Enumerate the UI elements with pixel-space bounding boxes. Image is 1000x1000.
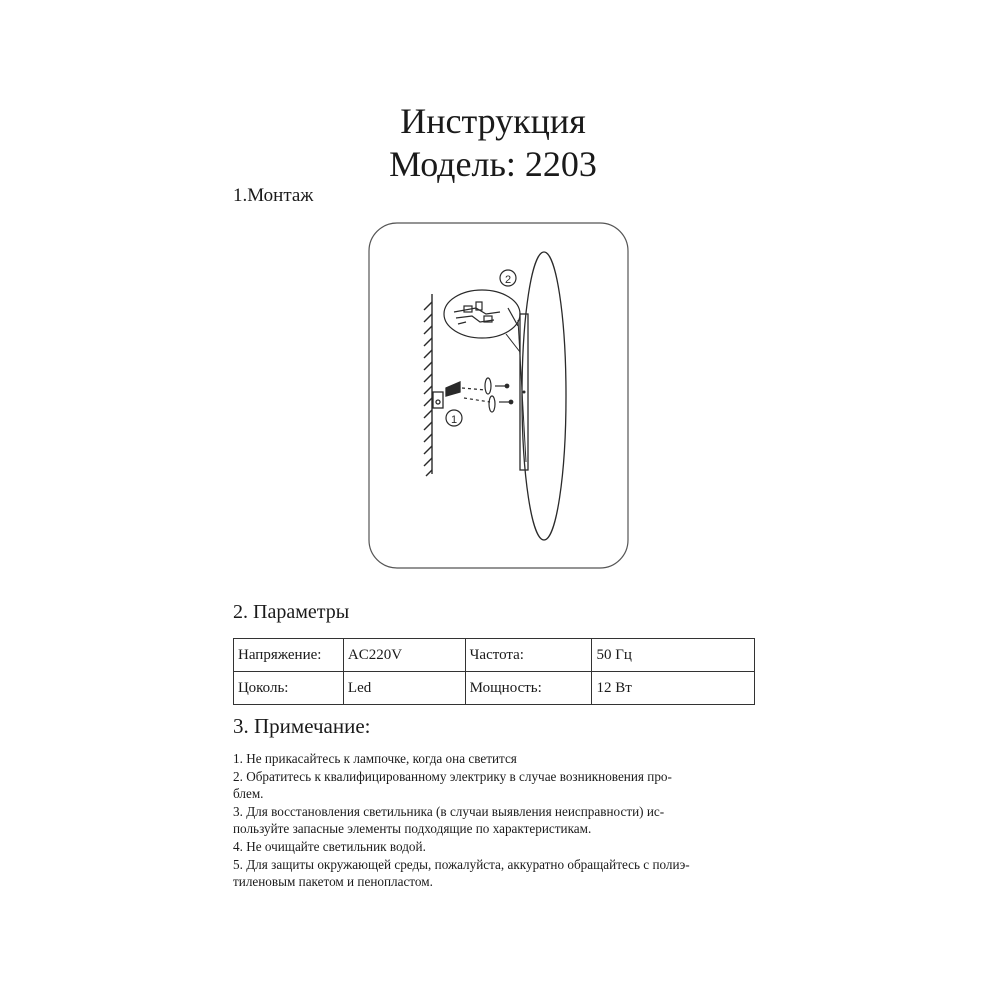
param-label: Мощность: xyxy=(465,672,592,705)
param-value: 50 Гц xyxy=(592,639,755,672)
model-title: Модель: 2203 xyxy=(389,144,597,184)
param-value: 12 Вт xyxy=(592,672,755,705)
diagram-frame xyxy=(369,223,628,568)
table-row xyxy=(234,639,755,672)
mounting-diagram xyxy=(368,222,630,570)
parameters-table xyxy=(233,638,755,705)
note-line: 5. Для защиты окружающей среды, пожалуйста, аккуратно обращайтесь с полиэ- xyxy=(233,856,690,872)
section-mounting-heading: 1.Монтаж xyxy=(233,185,314,206)
step-2-label: 2 xyxy=(504,274,512,286)
section-notes-heading: 3. Примечание: xyxy=(233,714,371,738)
section-parameters-heading: 2. Параметры xyxy=(233,601,350,623)
step-2-marker xyxy=(500,270,516,286)
step-1-label: 1 xyxy=(450,414,458,426)
detail-bubble xyxy=(444,290,526,462)
note-line: тиленовым пакетом и пенопластом. xyxy=(233,874,433,890)
param-label: Напряжение: xyxy=(234,639,344,672)
note-line: 1. Не прикасайтесь к лампочке, когда она светится xyxy=(233,751,517,766)
note-line: 4. Не очищайте светильник водой. xyxy=(233,838,426,854)
param-label: Частота: xyxy=(465,639,592,672)
document-title: Инструкция xyxy=(400,101,586,141)
param-value: Led xyxy=(343,672,465,705)
wall-bracket xyxy=(433,382,460,408)
note-line: 2. Обратитесь к квалифицированному электрику в случае возникновения про- xyxy=(233,768,672,784)
notes-list xyxy=(233,750,793,891)
dashed-arrow xyxy=(462,388,486,390)
note-line: блем. xyxy=(233,786,264,802)
step-1-marker xyxy=(446,410,462,426)
param-label: Цоколь: xyxy=(234,672,344,705)
wall xyxy=(424,294,432,476)
table-row xyxy=(234,672,755,705)
note-line: пользуйте запасные элементы подходящие по характеристикам. xyxy=(233,821,592,837)
screws xyxy=(485,378,513,412)
note-line: 3. Для восстановления светильника (в случаи выявления неисправности) ис- xyxy=(233,803,665,819)
param-value: AC220V xyxy=(343,639,465,672)
